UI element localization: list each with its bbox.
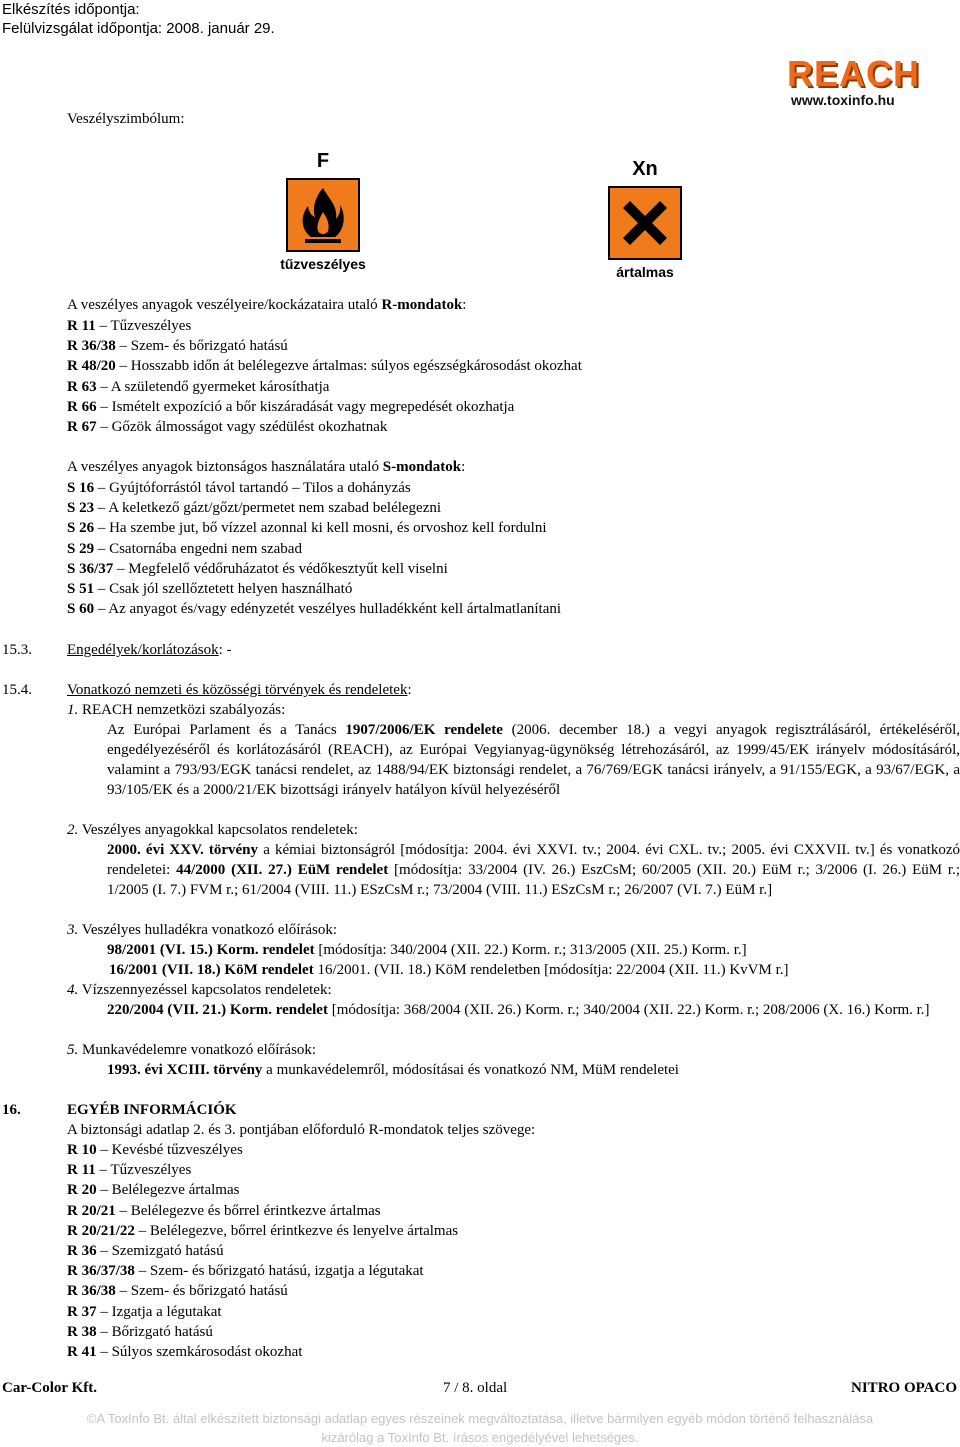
- law-item-5-text: 1993. évi XCIII. törvény a munkavédelemről, módosításai és vonatkozó NM, MüM rendeletei: [107, 1062, 679, 1078]
- phrase-row: S 51 – Csak jól szellőztetett helyen használható: [67, 581, 353, 597]
- phrase-code: S 23: [67, 500, 95, 517]
- phrase-row: S 23 – A keletkező gázt/gőzt/permetet nem szabad belélegezni: [67, 500, 442, 517]
- law-item-2-text: 2000. évi XXV. törvény a kémiai biztonságról [módosítja: 2004. évi XXVI. tv.; 2004. évi CXL. tv.; 2005. évi CXXVII. tv.] és vonatkozó rendeletei: 44/2000 (XII. 27.) EüM rendelet [módosítja: 33/2004 (IV. 26.) EszCsM; 60/2005 (XII. 20.) EüM r.; 3/2006 (I. 26.) EüM r.; 1/2005 (I. 7.) FVM r.; 61/2004 (VIII. 11.) ESzCsM r.; 73/2004 (VIII. 11.) ESzCsM r.; 26/2007 (VI. 7.) EüM r.]: [107, 842, 960, 898]
- law-item-5: 5. Munkavédelemre vonatkozó előírások:: [67, 1042, 317, 1058]
- phrase-code: S 29: [67, 540, 95, 557]
- phrase-row: S 29 – Csatornába engedni nem szabad: [67, 540, 302, 557]
- phrase-code: R 36/38: [67, 1283, 116, 1300]
- phrase-row: R 20/21/22 – Belélegezve, bőrrel érintkezve és lenyelve ártalmas: [67, 1222, 459, 1239]
- phrase-row: S 60 – Az anyagot és/vagy edényzetét veszélyes hulladékként kell ártalmatlanítani: [67, 601, 562, 618]
- revision-date-label: Felülvizsgálat időpontja: 2008. január 29.: [2, 20, 275, 37]
- phrase-text: Bőrizgató hatású: [111, 1323, 213, 1340]
- phrase-row: R 36/38 – Szem- és bőrizgató hatású: [67, 1283, 288, 1300]
- phrase-text: Gőzök álmosságot vagy szédülést okozhatnak: [111, 419, 388, 435]
- phrase-text: Súlyos szemkárosodást okozhat: [111, 1344, 303, 1360]
- phrase-row: R 36 – Szemizgató hatású: [67, 1243, 224, 1259]
- law-item-3-text-b: 16/2001 (VII. 18.) KöM rendelet 16/2001. (VII. 18.) KöM rendeletben [módosítja: 22/2004 (XII. 11.) KvVM r.]: [109, 962, 789, 978]
- phrase-text: Hosszabb időn át belélegezve ártalmas: súlyos egészségkárosodást okozhat: [130, 358, 582, 375]
- phrase-row: R 20 – Belélegezve ártalmas: [67, 1182, 240, 1199]
- phrase-row: R 67 – Gőzök álmosságot vagy szédülést okozhatnak: [67, 419, 388, 435]
- phrase-text: Csatornába engedni nem szabad: [109, 540, 302, 557]
- phrase-code: R 10: [67, 1142, 97, 1158]
- phrase-code: R 37: [67, 1303, 97, 1320]
- phrase-row: R 11 – Tűzveszélyes: [67, 318, 192, 334]
- phrase-text: Belélegezve, bőrrel érintkezve és lenyelve ártalmas: [149, 1222, 459, 1239]
- phrase-row: R 37 – Izgatja a légutakat: [67, 1303, 222, 1320]
- phrase-code: R 66: [67, 398, 97, 415]
- phrase-row: R 36/38 – Szem- és bőrizgató hatású: [67, 338, 288, 355]
- footer-company: Car-Color Kft.: [2, 1380, 97, 1396]
- phrase-row: R 10 – Kevésbé tűzveszélyes: [67, 1142, 243, 1158]
- phrase-code: R 36/38: [67, 338, 116, 355]
- section-16-title: EGYÉB INFORMÁCIÓK: [67, 1102, 237, 1118]
- copyright-notice-line-1: ©A ToxInfo Bt. által elkészített biztonsági adatlap egyes részeinek megváltoztatása, illetve bármilyen egyéb módon történő felhasználása: [86, 1411, 874, 1426]
- phrase-text: Izgatja a légutakat: [111, 1303, 222, 1320]
- phrase-code: S 36/37: [67, 560, 114, 577]
- phrase-row: R 63 – A születendő gyermeket károsíthatja: [67, 378, 330, 395]
- section-15-4-title: Vonatkozó nemzeti és közösségi törvények és rendeletek:: [67, 682, 412, 698]
- phrase-code: S 26: [67, 520, 95, 537]
- copyright-notice-line-2: kizárólag a ToxInfo Bt. írásos engedélyével lehetséges.: [321, 1430, 639, 1445]
- phrase-code: R 11: [67, 1162, 96, 1179]
- hazard-symbol-xn: [607, 158, 683, 280]
- reach-logo: [785, 55, 957, 113]
- phrase-code: R 63: [67, 378, 97, 395]
- phrase-text: Belélegezve és bőrrel érintkezve ártalmas: [130, 1202, 381, 1219]
- section-16-intro: A biztonsági adatlap 2. és 3. pontjában előforduló R-mondatok teljes szövege:: [67, 1122, 536, 1138]
- hazard-code: F: [316, 150, 330, 172]
- phrase-text: Az anyagot és/vagy edényzetét veszélyes hulladékként kell ártalmatlanítani: [108, 601, 562, 618]
- hazard-symbol-f: [275, 150, 371, 272]
- phrase-code: R 67: [67, 419, 97, 435]
- prepared-date-label: Elkészítés időpontja:: [2, 1, 140, 18]
- law-item-3: 3. Veszélyes hulladékra vonatkozó előírások:: [67, 922, 338, 938]
- hazard-label: tűzveszélyes: [280, 256, 366, 272]
- phrase-code: S 51: [67, 581, 95, 597]
- phrase-text: Tűzveszélyes: [110, 1162, 192, 1179]
- phrase-row: R 20/21 – Belélegezve és bőrrel érintkezve ártalmas: [67, 1202, 381, 1219]
- phrase-row: R 66 – Ismételt expozíció a bőr kiszáradását vagy megrepedését okozhatja: [67, 398, 515, 415]
- phrase-text: Ismételt expozíció a bőr kiszáradását vagy megrepedését okozhatja: [111, 398, 515, 415]
- phrase-code: R 36/37/38: [67, 1263, 135, 1280]
- phrase-row: R 11 – Tűzveszélyes: [67, 1162, 192, 1179]
- phrase-text: Belélegezve ártalmas: [111, 1182, 240, 1199]
- phrase-text: A születendő gyermeket károsíthatja: [110, 378, 330, 395]
- section-16-number: 16.: [2, 1102, 21, 1118]
- reach-logo-brand: REACH: [787, 53, 921, 94]
- hazard-symbol-title: Veszélyszimbólum:: [67, 111, 185, 127]
- law-item-1-text: Az Európai Parlament és a Tanács 1907/2006/EK rendelete (2006. december 18.) a vegyi anyagok regisztrálásáról, értékeléséről, engedélyezéséről és korlátozásáról (REACH), az Európai Vegyianyag-ügynökség létrehozásáról, az 1999/45/EK irányelv módosításáról, valamint a 793/93/EGK tanácsi rendelet, az 1488/94/EK biztonsági rendelet, a 76/769/EGK tanácsi irányelv, a 91/155/EGK, a 93/67/EGK, a 93/105/EK és a 2000/21/EK bizottsági irányelv hatályon kívül helyezéséről: [107, 722, 960, 798]
- phrase-text: A keletkező gázt/gőzt/permetet nem szabad belélegezni: [108, 500, 442, 517]
- law-item-4: 4. Vízszennyezéssel kapcsolatos rendeletek:: [67, 982, 332, 998]
- phrase-code: R 20: [67, 1182, 97, 1199]
- r-phrases-intro: A veszélyes anyagok veszélyeire/kockázataira utaló R-mondatok:: [67, 297, 467, 313]
- law-item-3-text-a: 98/2001 (VI. 15.) Korm. rendelet [módosítja: 340/2004 (XII. 22.) Korm. r.; 313/2005 (XII. 25.) Korm. r.]: [107, 942, 747, 958]
- phrase-text: Megfelelő védőruházatot és védőkesztyűt kell viselni: [128, 560, 448, 577]
- flame-icon: [286, 178, 360, 252]
- phrase-text: Csak jól szellőztetett helyen használható: [109, 581, 353, 597]
- section-15-3-number: 15.3.: [2, 642, 32, 658]
- cross-icon: [608, 186, 682, 260]
- hazard-label: ártalmas: [616, 264, 674, 280]
- footer-product: NITRO OPACO: [851, 1380, 957, 1396]
- phrase-text: Ha szembe jut, bő vízzel azonnal ki kell mosni, és orvoshoz kell fordulni: [109, 520, 547, 537]
- phrase-row: R 36/37/38 – Szem- és bőrizgató hatású, izgatja a légutakat: [67, 1263, 424, 1280]
- phrase-row: R 48/20 – Hosszabb időn át belélegezve ártalmas: súlyos egészségkárosodást okozhat: [67, 358, 582, 375]
- phrase-text: Szemizgató hatású: [111, 1243, 224, 1259]
- phrase-text: Szem- és bőrizgató hatású: [130, 338, 288, 355]
- phrase-row: S 36/37 – Megfelelő védőruházatot és védőkesztyűt kell viselni: [67, 560, 448, 577]
- phrase-code: R 36: [67, 1243, 97, 1259]
- law-item-4-text: 220/2004 (VII. 21.) Korm. rendelet [módosítja: 368/2004 (XII. 26.) Korm. r.; 340/2004 (XII. 22.) Korm. r.; 208/2006 (X. 16.) Korm. r.]: [107, 1002, 930, 1018]
- phrase-row: S 26 – Ha szembe jut, bő vízzel azonnal ki kell mosni, és orvoshoz kell fordulni: [67, 520, 547, 537]
- phrase-code: S 60: [67, 601, 95, 618]
- law-item-2: 2. Veszélyes anyagokkal kapcsolatos rendeletek:: [67, 822, 358, 838]
- law-item-1: 1. REACH nemzetközi szabályozás:: [67, 702, 286, 718]
- phrase-code: S 16: [67, 480, 95, 496]
- phrase-row: R 38 – Bőrizgató hatású: [67, 1323, 213, 1340]
- reach-logo-url: www.toxinfo.hu: [791, 92, 895, 108]
- phrase-text: Szem- és bőrizgató hatású: [130, 1283, 288, 1300]
- footer-page-number: 7 / 8. oldal: [443, 1380, 508, 1396]
- phrase-row: S 16 – Gyújtóforrástól távol tartandó – Tilos a dohányzás: [67, 480, 411, 496]
- phrase-code: R 38: [67, 1323, 97, 1340]
- s-phrases-intro: A veszélyes anyagok biztonságos használatára utaló S-mondatok:: [67, 459, 466, 475]
- phrase-row: R 41 – Súlyos szemkárosodást okozhat: [67, 1344, 303, 1360]
- phrase-text: Szem- és bőrizgató hatású, izgatja a légutakat: [149, 1263, 424, 1280]
- phrase-text: Gyújtóforrástól távol tartandó – Tilos a dohányzás: [109, 480, 411, 496]
- hazard-code: Xn: [632, 158, 658, 180]
- section-15-3-title: Engedélyek/korlátozások: -: [67, 642, 232, 658]
- phrase-code: R 20/21: [67, 1202, 116, 1219]
- phrase-code: R 41: [67, 1344, 97, 1360]
- phrase-code: R 48/20: [67, 358, 116, 375]
- section-15-4-number: 15.4.: [2, 682, 32, 698]
- phrase-text: Kevésbé tűzveszélyes: [111, 1142, 243, 1158]
- phrase-code: R 20/21/22: [67, 1222, 135, 1239]
- phrase-text: Tűzveszélyes: [110, 318, 192, 334]
- phrase-code: R 11: [67, 318, 96, 334]
